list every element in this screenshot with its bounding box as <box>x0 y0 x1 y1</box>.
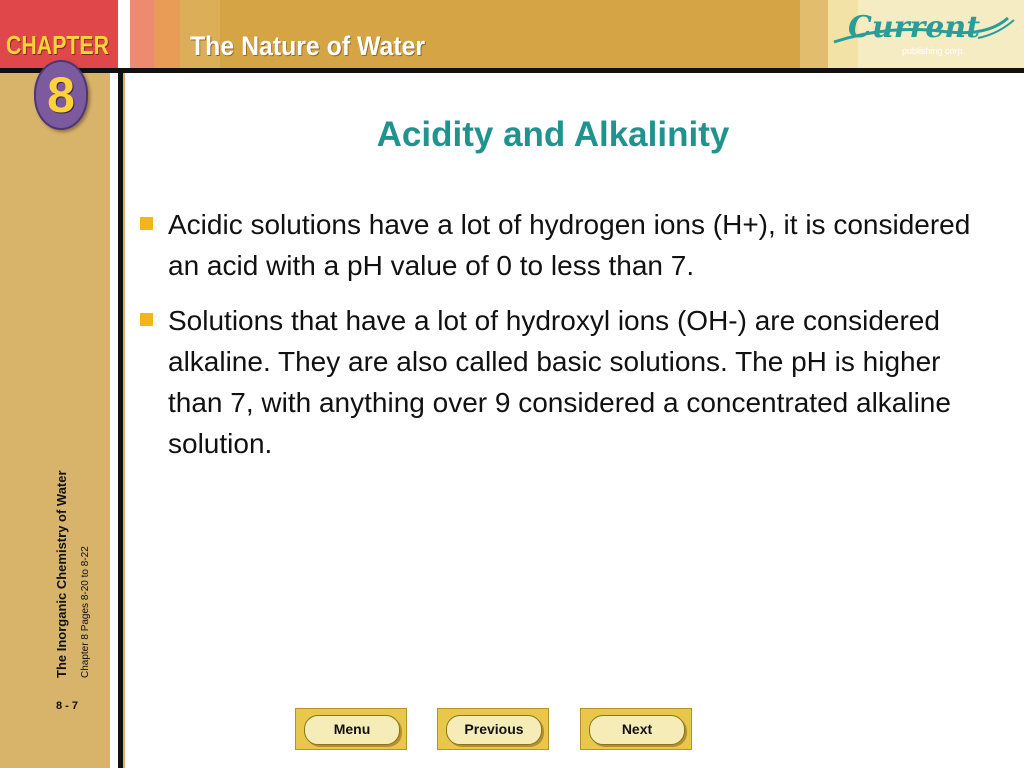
bullet-square-icon <box>140 313 153 326</box>
bullet-list <box>138 204 984 478</box>
slide-number: 8 - 7 <box>56 700 79 712</box>
slide-title: Acidity and Alkalinity <box>376 115 730 154</box>
previous-button[interactable] <box>437 708 549 750</box>
header-stripe <box>800 0 828 68</box>
logo-word: Current <box>848 10 981 45</box>
header-bar <box>0 0 1024 68</box>
sidebar-edge <box>123 68 125 768</box>
bullet-text: Solutions that have a lot of hydroxyl ions (OH-) are considered alkaline. They are also called basic solutions. The pH is higher than 7, with anything over 9 considered a concentrated alkaline solution. <box>168 305 951 459</box>
bullet-item <box>138 204 984 286</box>
pages-reference: Chapter 8 Pages 8-20 to 8-22 <box>80 546 91 678</box>
bullet-square-icon <box>140 217 153 230</box>
chapter-number-badge <box>34 60 88 130</box>
next-button-face[interactable] <box>589 715 685 745</box>
menu-button[interactable] <box>295 708 407 750</box>
bullet-item <box>138 300 984 464</box>
bullet-text: Acidic solutions have a lot of hydrogen ions (H+), it is considered an acid with a pH value of 0 to less than 7. <box>168 209 971 281</box>
chapter-number: 8 <box>47 67 75 123</box>
previous-button-label[interactable]: Previous <box>464 721 524 737</box>
sidebar-divider <box>110 68 118 768</box>
next-button[interactable] <box>580 708 692 750</box>
header-title: The Nature of Water <box>190 31 426 61</box>
header-stripe <box>130 0 154 68</box>
previous-button-face[interactable] <box>446 715 542 745</box>
chapter-label: CHAPTER <box>6 30 110 60</box>
header-stripe <box>118 0 130 68</box>
book-title: The Inorganic Chemistry of Water <box>54 470 69 678</box>
header-stripe <box>154 0 180 68</box>
publisher-logo <box>828 8 1018 56</box>
menu-button-face[interactable] <box>304 715 400 745</box>
next-button-label[interactable]: Next <box>621 721 653 737</box>
header-rule <box>0 68 1024 73</box>
menu-button-label[interactable]: Menu <box>333 721 371 737</box>
logo-subtitle: publishing corp. <box>902 46 966 56</box>
